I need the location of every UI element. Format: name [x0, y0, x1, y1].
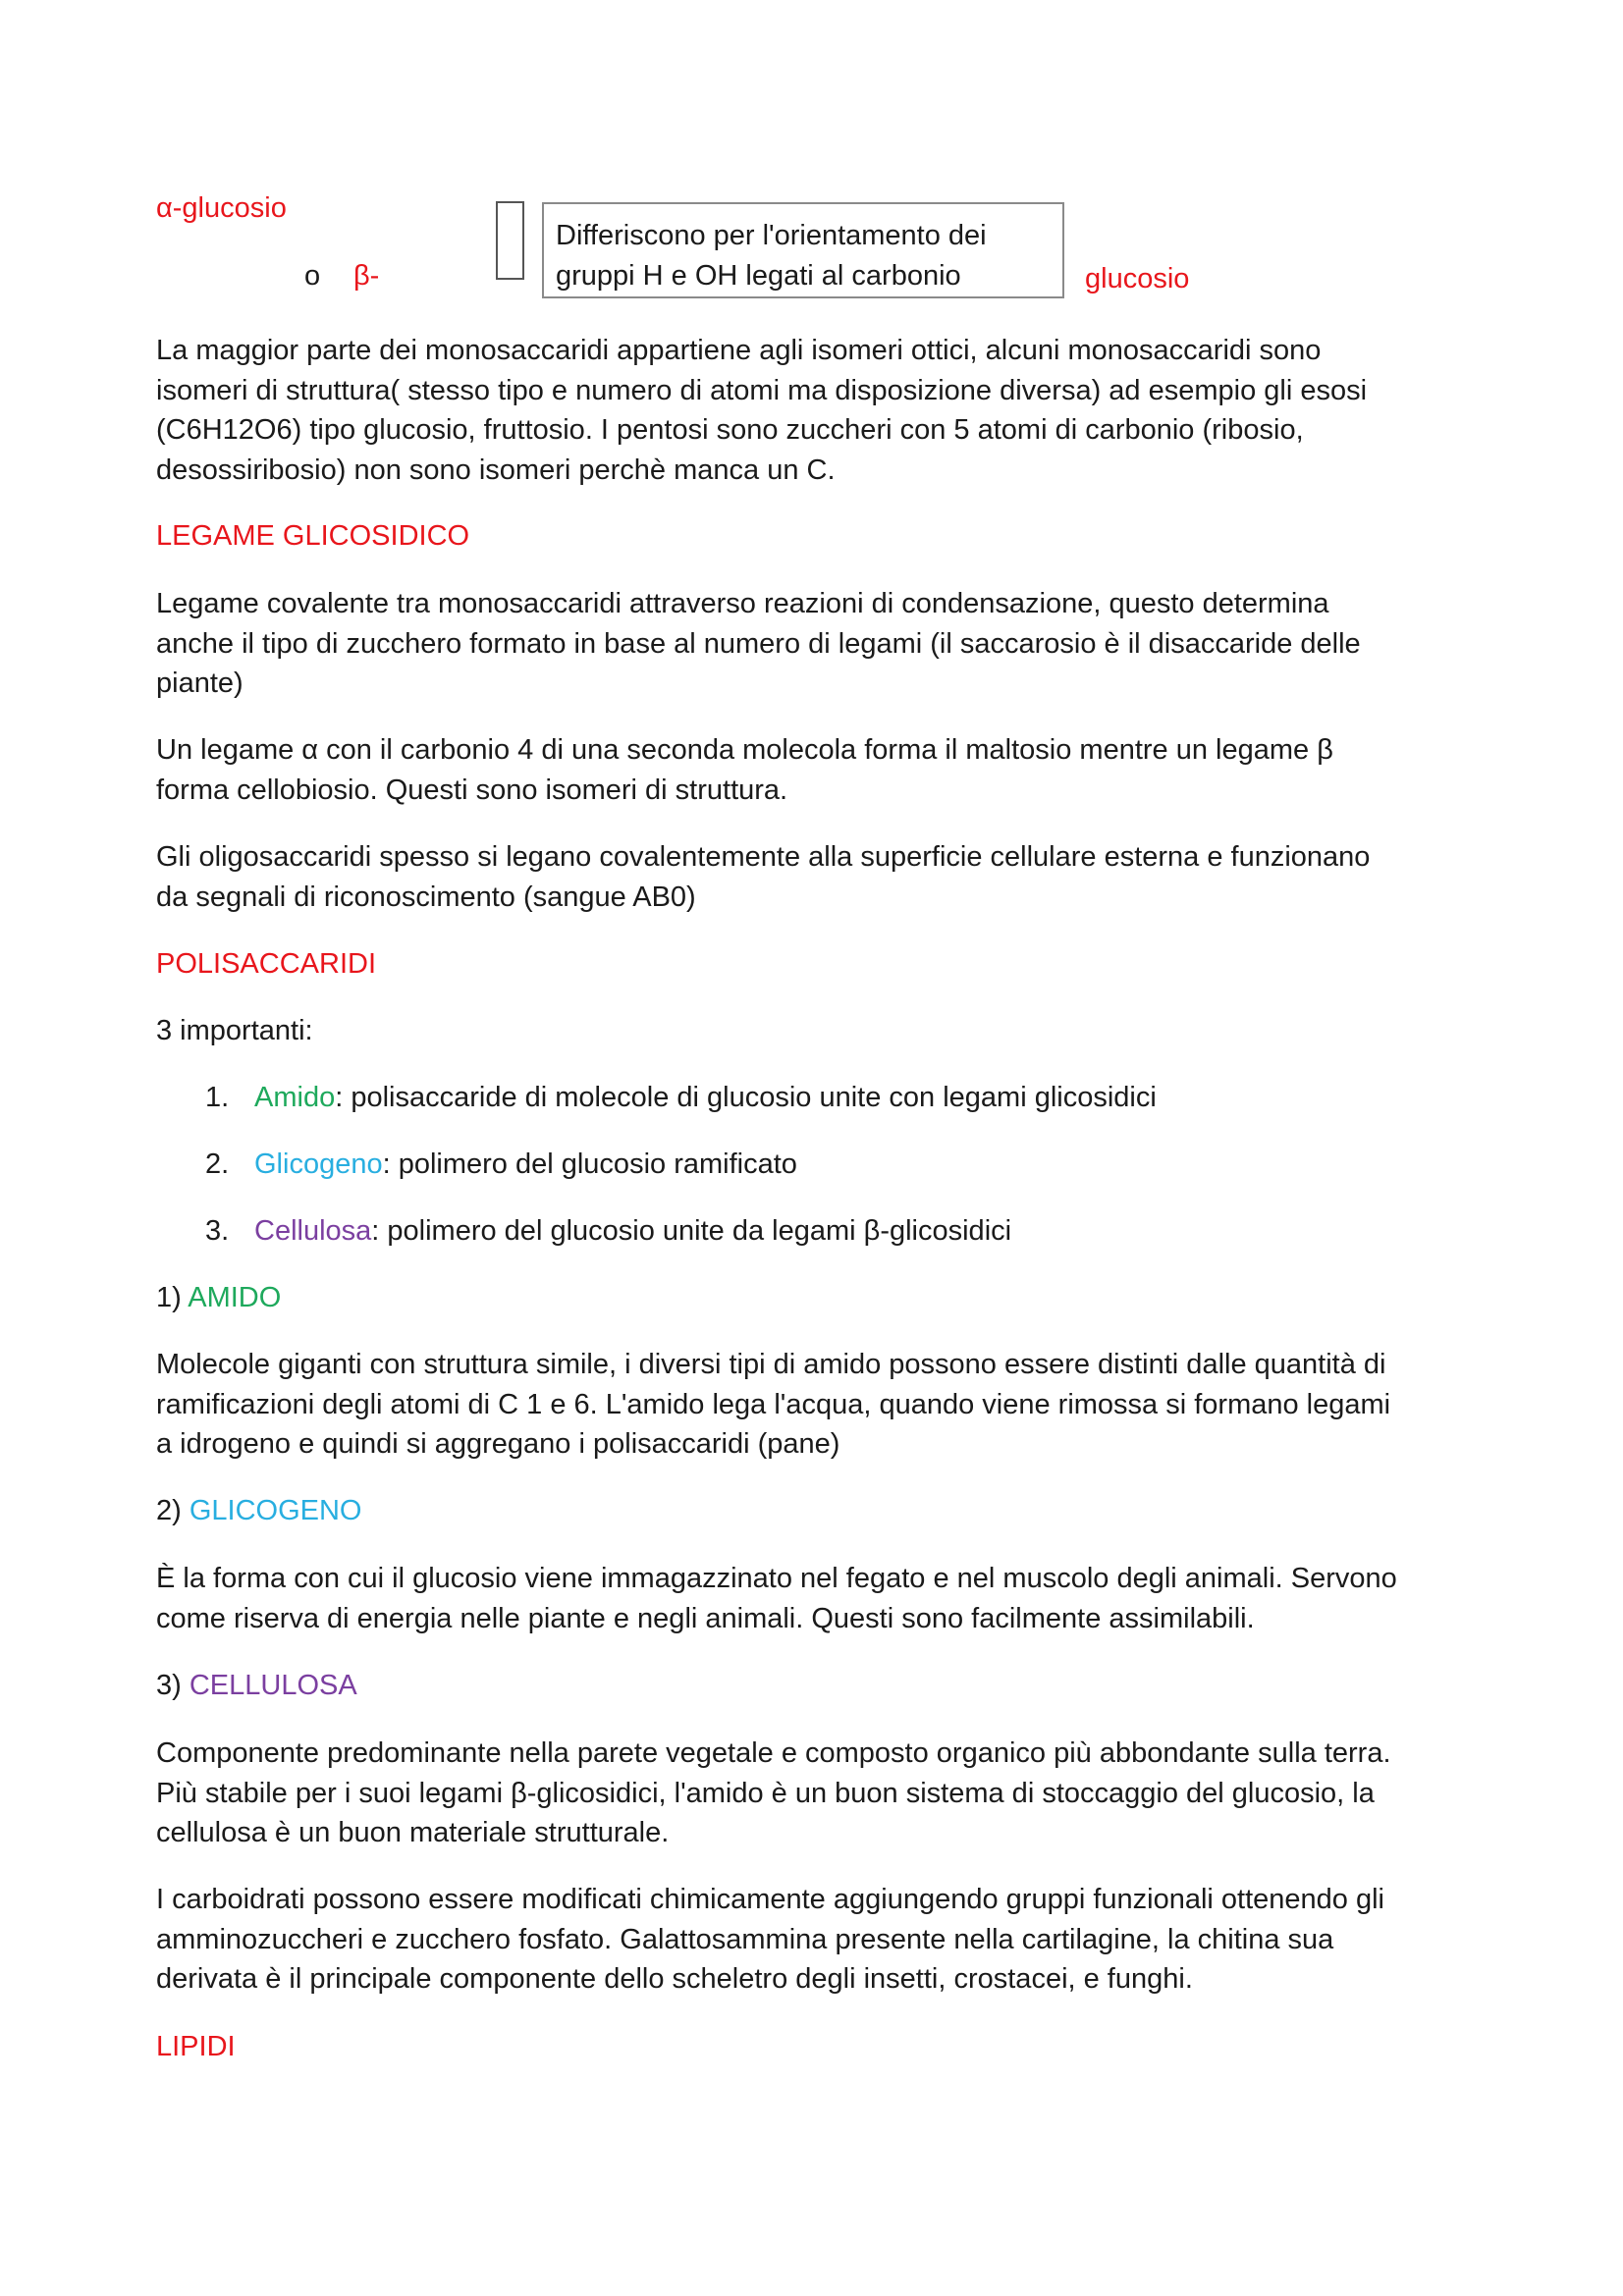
glucosio-label: glucosio: [1085, 263, 1190, 294]
heading-label: CELLULOSA: [189, 1670, 357, 1701]
legame-paragraph-3: [156, 837, 1477, 917]
text-line: cellulosa è un buon materiale strutturale.: [156, 1817, 670, 1849]
term-description: : polisaccaride di molecole di glucosio unite con legami glicosidici: [335, 1082, 1157, 1113]
text-line: piante): [156, 667, 243, 700]
text-line: Un legame α con il carbonio 4 di una seconda molecola forma il maltosio mentre un legame β: [156, 734, 1333, 766]
callout-line-1: Differiscono per l'orientamento dei: [556, 220, 987, 251]
section-heading-lipidi: LIPIDI: [156, 2031, 236, 2062]
text-line: a idrogeno e quindi si aggregano i polisaccaridi (pane): [156, 1428, 840, 1461]
legame-paragraph-2: [156, 730, 1477, 810]
term-description: : polimero del glucosio ramificato: [382, 1148, 797, 1180]
callout-textbox: [542, 202, 1064, 298]
section-heading-glicogeno: [156, 1491, 362, 1530]
list-text: [254, 1211, 1011, 1251]
text-line: Componente predominante nella parete vegetale e composto organico più abbondante sulla terra.: [156, 1737, 1391, 1769]
text-line: ramificazioni degli atomi di C 1 e 6. L'amido lega l'acqua, quando viene rimossa si formano legami: [156, 1388, 1391, 1420]
heading-label: GLICOGENO: [189, 1495, 362, 1526]
text-line: derivata è il principale componente dello scheletro degli insetti, crostacei, e funghi.: [156, 1963, 1193, 1996]
heading-prefix: 3): [156, 1670, 189, 1701]
bracket-shape: [496, 201, 524, 280]
text-line: È la forma con cui il glucosio viene immagazzinato nel fegato e nel muscolo degli animali. Servono: [156, 1563, 1397, 1594]
text-line: forma cellobiosio. Questi sono isomeri di struttura.: [156, 774, 788, 806]
amido-paragraph: [156, 1345, 1477, 1465]
text-line: desossiribosio) non sono isomeri perchè manca un C.: [156, 454, 836, 486]
text-line: Più stabile per i suoi legami β-glicosidici, l'amido è un buon sistema di stoccaggio del glucosio, la: [156, 1777, 1375, 1809]
text-line: anche il tipo di zucchero formato in base al numero di legami (il saccarosio è il disaccaride delle: [156, 627, 1361, 660]
cellulosa-paragraph-2: [156, 1880, 1477, 2000]
legame-paragraph-1: [156, 584, 1477, 704]
cellulosa-paragraph-1: [156, 1734, 1477, 1853]
section-heading-cellulosa: [156, 1666, 357, 1705]
beta-label: β-: [353, 260, 380, 292]
term-amido: Amido: [254, 1082, 336, 1113]
glicogeno-paragraph: [156, 1559, 1477, 1638]
list-number: 2.: [205, 1148, 230, 1180]
or-label: o: [304, 260, 321, 292]
text-line: Gli oligosaccaridi spesso si legano covalentemente alla superficie cellulare esterna e funzionano: [156, 841, 1371, 873]
heading-prefix: 1): [156, 1282, 189, 1313]
heading-label: AMIDO: [188, 1282, 282, 1313]
text-line: amminozuccheri e zucchero fosfato. Galattosammina presente nella cartilagine, la chitina sua: [156, 1923, 1334, 1955]
text-line: La maggior parte dei monosaccaridi appartiene agli isomeri ottici, alcuni monosaccaridi sono: [156, 335, 1322, 366]
section-heading-legame: LEGAME GLICOSIDICO: [156, 520, 470, 552]
text-line: da segnali di riconoscimento (sangue AB0): [156, 881, 696, 913]
callout-line-2: gruppi H e OH legati al carbonio: [556, 260, 961, 292]
text-line: Molecole giganti con struttura simile, i diversi tipi di amido possono essere distinti dalle quantità di: [156, 1349, 1386, 1380]
list-number: 3.: [205, 1215, 230, 1247]
text-line: I carboidrati possono essere modificati chimicamente aggiungendo gruppi funzionali ottenendo gli: [156, 1884, 1384, 1915]
alpha-glucosio-label: α-glucosio: [156, 192, 287, 224]
term-cellulosa: Cellulosa: [254, 1215, 372, 1247]
section-heading-polisaccaridi: POLISACCARIDI: [156, 948, 376, 980]
text-line: come riserva di energia nelle piante e negli animali. Questi sono facilmente assimilabili.: [156, 1602, 1255, 1634]
section-heading-amido: [156, 1278, 281, 1317]
text-line: (C6H12O6) tipo glucosio, fruttosio. I pentosi sono zuccheri con 5 atomi di carbonio (ribosio,: [156, 414, 1304, 447]
heading-prefix: 2): [156, 1495, 189, 1526]
intro-paragraph: [156, 331, 1477, 490]
list-text: [254, 1145, 797, 1184]
polisaccaridi-intro: 3 importanti:: [156, 1015, 313, 1046]
list-text: [254, 1078, 1157, 1117]
list-number: 1.: [205, 1082, 230, 1113]
text-line: isomeri di struttura( stesso tipo e numero di atomi ma disposizione diversa) ad esempio gli esosi: [156, 374, 1368, 406]
term-glicogeno: Glicogeno: [254, 1148, 383, 1180]
term-description: : polimero del glucosio unite da legami β-glicosidici: [371, 1215, 1012, 1247]
text-line: Legame covalente tra monosaccaridi attraverso reazioni di condensazione, questo determina: [156, 588, 1329, 619]
